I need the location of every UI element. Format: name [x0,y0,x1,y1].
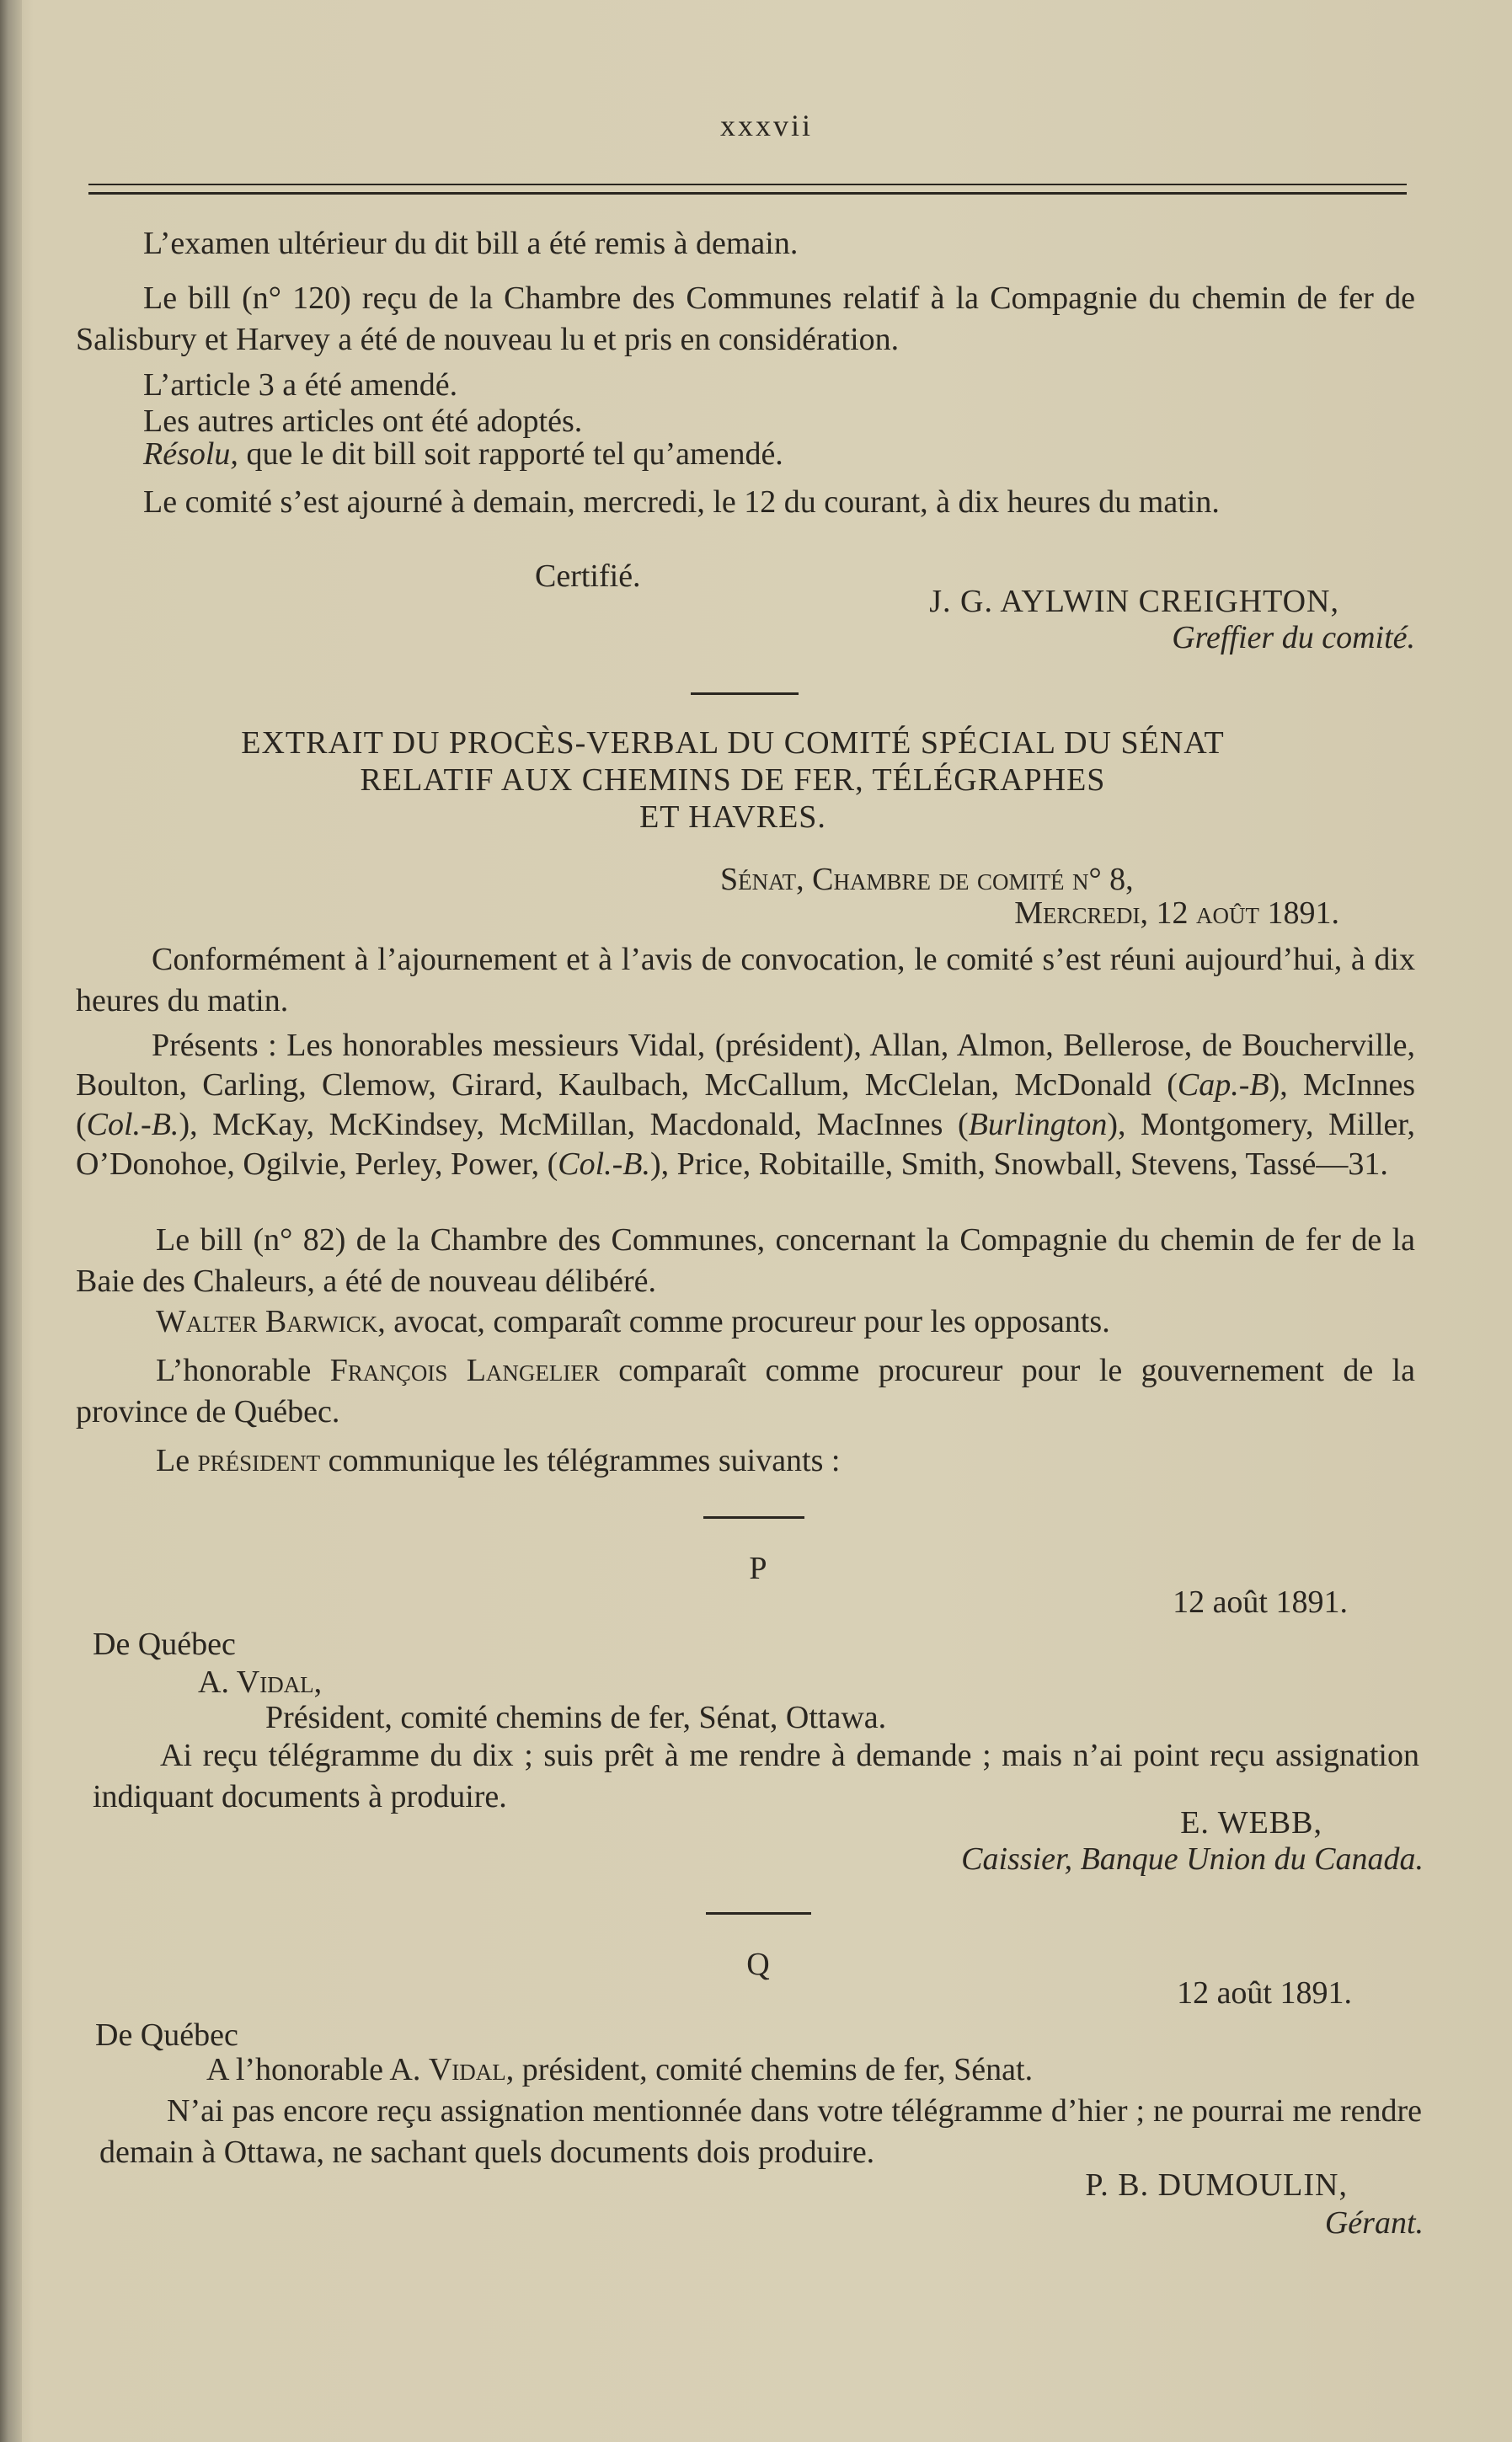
paragraph-resolu [143,434,1407,475]
q-recipient-name: Vidal [428,2052,506,2087]
presents-italic-d: Col.-B. [86,1107,179,1142]
header-rule-top [88,184,1407,185]
signature-creighton-title: Greffier du comité. [1172,620,1415,655]
telegram-q-signature: P. B. DUMOULIN, [1085,2167,1348,2203]
signature-creighton: J. G. AYLWIN CREIGHTON, [929,584,1339,619]
telegram-p-signature: E. WEBB, [1180,1805,1322,1841]
presents-text-g: ), Montgomery, Miller, O’Donohoe, Ogilvie, Perley, Power, ( [76,1107,1415,1182]
telegram-q-signature-title: Gérant. [1324,2205,1424,2241]
section-divider-2 [703,1516,804,1519]
page-number: xxxvii [719,109,813,142]
paragraph-bill-120: Le bill (n° 120) reçu de la Chambre des Communes relatif à la Compagnie du chemin de fer de Salisbury et Harvey a été de nouveau lu et pris en considération. [76,281,1415,357]
presents-text-a: Présents : Les honorables messieurs Vidal, (président), Allan, Almon, Bellerose, de Boucherville, Boulton, Carling, Clemow, Girard, Kaulbach, McCallum, McClelan, McDonald ( [76,1028,1415,1103]
paragraph-langelier [76,1350,1415,1433]
header-rule-bottom [88,192,1407,195]
resolu-word: Résolu, [143,436,238,472]
telegram-q-letter: Q [746,1947,770,1982]
telegram-q-from: De Québec [95,2017,238,2053]
book-spine-edge [0,0,22,2442]
date-line: Mercredi, 12 août 1891. [1014,895,1339,931]
langelier-prefix: L’honorable [156,1353,330,1388]
heading-line-2: RELATIF AUX CHEMINS DE FER, TÉLÉGRAPHES [360,762,1106,798]
q-recipient-rest: , président, comité chemins de fer, Sénat. [505,2052,1034,2087]
barwick-name: Walter Barwick [156,1304,378,1339]
section-heading [101,724,1365,836]
section-divider-1 [691,692,799,695]
telegram-q-recipient [206,2049,1386,2091]
president-word: président [197,1443,321,1478]
paragraph-ajourne: Le comité s’est ajourné à demain, mercredi, le 12 du courant, à dix heures du matin. [143,484,1220,520]
paragraph-autres-articles: Les autres articles ont été adoptés. [143,403,583,439]
heading-line-3: ET HAVRES. [639,799,826,835]
heading-line-1: EXTRAIT DU PROCÈS-VERBAL DU COMITÉ SPÉCIAL DU SÉNAT [241,725,1225,761]
q-recipient-prefix: A l’honorable A. [206,2052,429,2087]
certifie-label: Certifié. [535,558,641,594]
resolu-text: que le dit bill soit rapporté tel qu’amendé. [238,436,783,472]
communique-text: communique les télégrammes suivants : [320,1443,841,1478]
paragraph-barwick [156,1301,1419,1343]
barwick-text: , avocat, comparaît comme procureur pour les opposants. [377,1304,1110,1339]
presents-text-c: ), McInnes ( [76,1067,1415,1142]
langelier-name: François Langelier [329,1353,600,1388]
telegram-p-letter: P [749,1551,767,1586]
telegram-p-date: 12 août 1891. [1173,1584,1348,1620]
telegram-q-date: 12 août 1891. [1177,1975,1352,2011]
presents-italic-h: Col.-B. [558,1146,651,1182]
place-line: Sénat, Chambre de comité n° 8, [720,862,1134,897]
presents-italic-f: Burlington [968,1107,1108,1142]
paragraph-bill-82: Le bill (n° 82) de la Chambre des Communes, concernant la Compagnie du chemin de fer de la Baie des Chaleurs, a été de nouveau délibéré. [76,1222,1415,1299]
telegram-p-body: Ai reçu télégramme du dix ; suis prêt à me rendre à demande ; mais n’ai point reçu assignation indiquant documents à produire. [93,1738,1419,1814]
langelier-text: comparaît comme procureur pour le gouvernement de la province de Québec. [76,1353,1415,1429]
paragraph-president-communique [156,1440,1419,1482]
telegram-p-from: De Québec [93,1627,236,1662]
telegram-q-body: N’ai pas encore reçu assignation mentionnée dans votre télégramme d’hier ; ne pourrai me rendre demain à Ottawa, ne sachant quels documents dois produire. [99,2093,1422,2170]
paragraph-presents [76,1026,1415,1184]
section-divider-3 [706,1912,811,1915]
presents-text-i: ), Price, Robitaille, Smith, Snowball, Stevens, Tassé—31. [650,1146,1388,1182]
communique-prefix: Le [156,1443,198,1478]
paragraph-examen: L’examen ultérieur du dit bill a été remis à demain. [143,226,799,261]
telegram-p-recipient-title: Président, comité chemins de fer, Sénat, Ottawa. [265,1700,887,1735]
telegram-p-signature-title: Caissier, Banque Union du Canada. [961,1841,1424,1877]
paragraph-conformement: Conformément à l’ajournement et à l’avis de convocation, le comité s’est réuni aujourd’hui, à dix heures du matin. [76,942,1415,1018]
presents-text-e: ), McKay, McKindsey, McMillan, Macdonald, MacInnes ( [179,1107,969,1142]
presents-italic-b: Cap.-B [1177,1067,1269,1103]
telegram-p-recipient: A. Vidal, [198,1665,323,1700]
paragraph-article-3: L’article 3 a été amendé. [143,367,458,403]
